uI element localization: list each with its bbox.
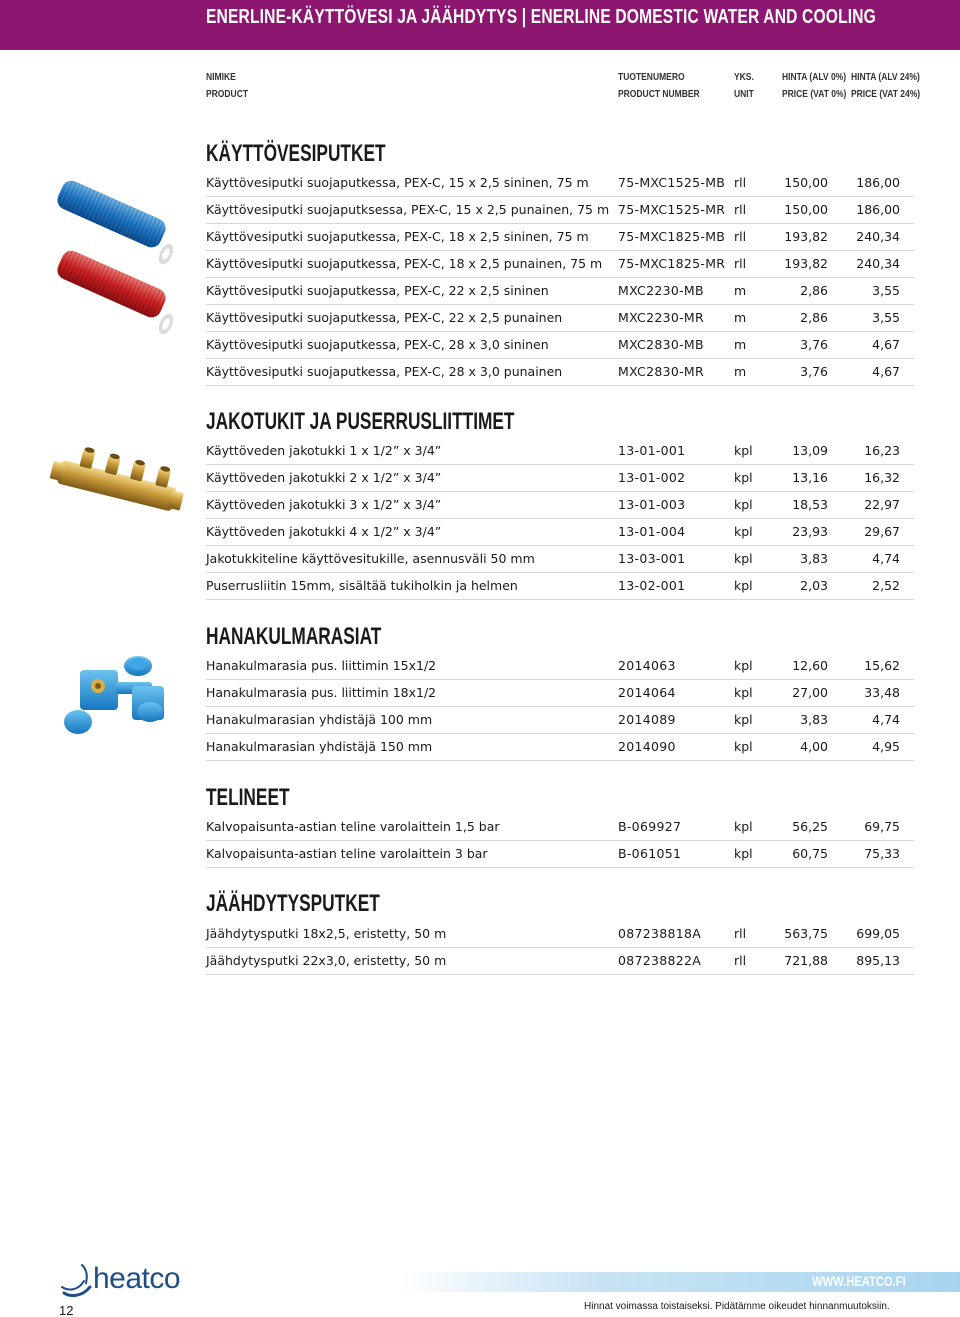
table-row xyxy=(206,492,914,519)
product-name: Käyttövesiputki suojaputkessa, PEX-C, 22 x 2,5 punainen xyxy=(206,310,563,325)
section-title-kayttovesiputket: KÄYTTÖVESIPUTKET xyxy=(206,140,386,167)
price-vat0: 2,86 xyxy=(800,283,828,298)
product-number: 2014063 xyxy=(618,658,676,673)
col-unit-fi: YKS. xyxy=(734,72,754,83)
product-number: 2014089 xyxy=(618,712,676,727)
product-number: 13-03-001 xyxy=(618,551,686,566)
table-row xyxy=(206,814,914,841)
product-name: Käyttöveden jakotukki 2 x 1/2” x 3/4” xyxy=(206,470,442,485)
brass-manifold-icon xyxy=(48,440,188,530)
product-name: Jäähdytysputki 22x3,0, eristetty, 50 m xyxy=(206,953,447,968)
product-name: Käyttövesiputki suojaputkessa, PEX-C, 18 x 2,5 sininen, 75 m xyxy=(206,229,589,244)
price-vat0: 27,00 xyxy=(792,685,828,700)
page-header-title: ENERLINE-KÄYTTÖVESI JA JÄÄHDYTYS | ENERLINE DOMESTIC WATER AND COOLING xyxy=(206,6,876,28)
section-title-telineet: TELINEET xyxy=(206,784,290,811)
unit: m xyxy=(734,310,747,325)
col-price24-fi: HINTA (ALV 24%) xyxy=(851,72,920,83)
price-vat0: 23,93 xyxy=(792,524,828,539)
price-vat0: 13,16 xyxy=(792,470,828,485)
price-vat0: 60,75 xyxy=(792,846,828,861)
product-name: Käyttöveden jakotukki 1 x 1/2” x 3/4” xyxy=(206,443,442,458)
product-name: Käyttövesiputki suojaputkessa, PEX-C, 22 x 2,5 sininen xyxy=(206,283,549,298)
unit: kpl xyxy=(734,712,753,727)
table-row xyxy=(206,197,914,224)
price-vat0: 3,76 xyxy=(800,364,828,379)
product-number: MXC2830-MR xyxy=(618,364,704,379)
heatco-logo-icon xyxy=(60,1263,94,1299)
unit: rll xyxy=(734,229,747,244)
table-row xyxy=(206,305,914,332)
product-number: 75-MXC1525-MB xyxy=(618,175,726,190)
unit: kpl xyxy=(734,578,753,593)
price-vat24: 33,48 xyxy=(864,685,900,700)
unit: rll xyxy=(734,926,747,941)
unit: kpl xyxy=(734,846,753,861)
product-number: 75-MXC1825-MB xyxy=(618,229,726,244)
price-vat0: 193,82 xyxy=(784,229,828,244)
product-number: B-061051 xyxy=(618,846,682,861)
product-number: 13-01-003 xyxy=(618,497,686,512)
product-name: Käyttövesiputki suojaputkessa, PEX-C, 28 x 3,0 sininen xyxy=(206,337,549,352)
price-vat0: 12,60 xyxy=(792,658,828,673)
section-title-jakotukit: JAKOTUKIT JA PUSERRUSLIITTIMET xyxy=(206,408,515,435)
price-vat24: 3,55 xyxy=(872,283,900,298)
unit: rll xyxy=(734,953,747,968)
price-vat24: 15,62 xyxy=(864,658,900,673)
price-vat24: 240,34 xyxy=(856,256,900,271)
product-name: Hanakulmarasian yhdistäjä 150 mm xyxy=(206,739,433,754)
table-row xyxy=(206,170,914,197)
price-vat0: 193,82 xyxy=(784,256,828,271)
table-row xyxy=(206,438,914,465)
unit: m xyxy=(734,364,747,379)
col-unit-en: UNIT xyxy=(734,89,754,100)
price-vat24: 29,67 xyxy=(864,524,900,539)
product-name: Puserrusliitin 15mm, sisältää tukiholkin ja helmen xyxy=(206,578,518,593)
product-number: B-069927 xyxy=(618,819,682,834)
header-bar xyxy=(0,0,960,50)
table-row xyxy=(206,465,914,492)
price-vat24: 16,23 xyxy=(864,443,900,458)
product-name: Hanakulmarasian yhdistäjä 100 mm xyxy=(206,712,433,727)
unit: m xyxy=(734,283,747,298)
price-vat24: 240,34 xyxy=(856,229,900,244)
product-name: Käyttövesiputki suojaputkessa, PEX-C, 28 x 3,0 punainen xyxy=(206,364,563,379)
price-vat24: 75,33 xyxy=(864,846,900,861)
price-vat24: 2,52 xyxy=(872,578,900,593)
unit: kpl xyxy=(734,819,753,834)
table-row xyxy=(206,546,914,573)
table-row xyxy=(206,707,914,734)
col-price0-fi: HINTA (ALV 0%) xyxy=(782,72,847,83)
price-vat24: 3,55 xyxy=(872,310,900,325)
product-number: 13-01-001 xyxy=(618,443,686,458)
table-row xyxy=(206,921,914,948)
col-number-fi: TUOTENUMERO xyxy=(618,72,685,83)
product-number: 75-MXC1825-MR xyxy=(618,256,726,271)
price-vat0: 56,25 xyxy=(792,819,828,834)
price-vat24: 4,95 xyxy=(872,739,900,754)
unit: rll xyxy=(734,175,747,190)
price-vat0: 150,00 xyxy=(784,202,828,217)
price-vat24: 186,00 xyxy=(856,175,900,190)
product-name: Hanakulmarasia pus. liittimin 15x1/2 xyxy=(206,658,437,673)
price-vat24: 699,05 xyxy=(856,926,900,941)
col-name-fi: NIMIKE xyxy=(206,72,236,83)
product-name: Jäähdytysputki 18x2,5, eristetty, 50 m xyxy=(206,926,447,941)
product-number: MXC2830-MB xyxy=(618,337,704,352)
unit: rll xyxy=(734,256,747,271)
footer-note: Hinnat voimassa toistaiseksi. Pidätämme oikeudet hinnanmuutoksiin. xyxy=(584,1301,890,1312)
price-vat0: 18,53 xyxy=(792,497,828,512)
table-row xyxy=(206,224,914,251)
price-vat24: 4,74 xyxy=(872,551,900,566)
price-vat0: 3,83 xyxy=(800,712,828,727)
product-name: Käyttöveden jakotukki 3 x 1/2” x 3/4” xyxy=(206,497,442,512)
product-number: 13-01-002 xyxy=(618,470,686,485)
price-vat0: 4,00 xyxy=(800,739,828,754)
price-vat0: 150,00 xyxy=(784,175,828,190)
price-vat0: 3,76 xyxy=(800,337,828,352)
unit: kpl xyxy=(734,524,753,539)
table-row xyxy=(206,734,914,761)
table-row xyxy=(206,278,914,305)
heatco-logo-text: heatco xyxy=(93,1262,181,1295)
price-vat24: 186,00 xyxy=(856,202,900,217)
page-number: 12 xyxy=(59,1303,74,1317)
unit: kpl xyxy=(734,497,753,512)
product-number: 75-MXC1525-MR xyxy=(618,202,726,217)
product-name: Käyttövesiputki suojaputksessa, PEX-C, 15 x 2,5 punainen, 75 m xyxy=(206,202,610,217)
price-vat0: 721,88 xyxy=(784,953,828,968)
price-vat24: 4,67 xyxy=(872,364,900,379)
product-name: Kalvopaisunta-astian teline varolaittein 1,5 bar xyxy=(206,819,500,834)
wall-box-fitting-icon xyxy=(58,652,178,742)
unit: kpl xyxy=(734,739,753,754)
unit: kpl xyxy=(734,470,753,485)
table-row xyxy=(206,332,914,359)
table-row xyxy=(206,251,914,278)
price-vat0: 13,09 xyxy=(792,443,828,458)
product-number: 13-02-001 xyxy=(618,578,686,593)
price-vat0: 2,03 xyxy=(800,578,828,593)
table-row xyxy=(206,653,914,680)
price-vat24: 22,97 xyxy=(864,497,900,512)
unit: kpl xyxy=(734,443,753,458)
section-title-hanakulmarasiat: HANAKULMARASIAT xyxy=(206,623,382,650)
product-name: Kalvopaisunta-astian teline varolaittein 3 bar xyxy=(206,846,488,861)
table-row xyxy=(206,359,914,386)
col-name-en: PRODUCT xyxy=(206,89,249,100)
price-vat24: 69,75 xyxy=(864,819,900,834)
product-number: 087238818A xyxy=(618,926,702,941)
product-number: 13-01-004 xyxy=(618,524,686,539)
product-number: MXC2230-MR xyxy=(618,310,704,325)
product-number: MXC2230-MB xyxy=(618,283,704,298)
price-vat0: 563,75 xyxy=(784,926,828,941)
product-number: 2014090 xyxy=(618,739,676,754)
price-vat24: 4,67 xyxy=(872,337,900,352)
product-name: Käyttöveden jakotukki 4 x 1/2” x 3/4” xyxy=(206,524,442,539)
unit: rll xyxy=(734,202,747,217)
unit: m xyxy=(734,337,747,352)
pex-pipe-coils-icon xyxy=(48,178,178,334)
table-row xyxy=(206,680,914,707)
product-name: Jakotukkiteline käyttövesitukille, asennusväli 50 mm xyxy=(206,551,535,566)
website-link[interactable]: WWW.HEATCO.FI xyxy=(812,1273,906,1289)
unit: kpl xyxy=(734,685,753,700)
table-row xyxy=(206,573,914,600)
price-vat24: 4,74 xyxy=(872,712,900,727)
product-name: Käyttövesiputki suojaputkessa, PEX-C, 15 x 2,5 sininen, 75 m xyxy=(206,175,589,190)
price-vat0: 2,86 xyxy=(800,310,828,325)
unit: kpl xyxy=(734,551,753,566)
table-row xyxy=(206,841,914,868)
price-vat24: 895,13 xyxy=(856,953,900,968)
product-name: Hanakulmarasia pus. liittimin 18x1/2 xyxy=(206,685,437,700)
col-price24-en: PRICE (VAT 24%) xyxy=(851,89,921,100)
price-vat0: 3,83 xyxy=(800,551,828,566)
product-name: Käyttövesiputki suojaputkessa, PEX-C, 18 x 2,5 punainen, 75 m xyxy=(206,256,603,271)
col-number-en: PRODUCT NUMBER xyxy=(618,89,700,100)
product-number: 2014064 xyxy=(618,685,676,700)
product-number: 087238822A xyxy=(618,953,702,968)
section-title-jaahdytysputket: JÄÄHDYTYSPUTKET xyxy=(206,890,380,917)
col-price0-en: PRICE (VAT 0%) xyxy=(782,89,847,100)
table-row xyxy=(206,948,914,975)
price-vat24: 16,32 xyxy=(864,470,900,485)
table-row xyxy=(206,519,914,546)
unit: kpl xyxy=(734,658,753,673)
